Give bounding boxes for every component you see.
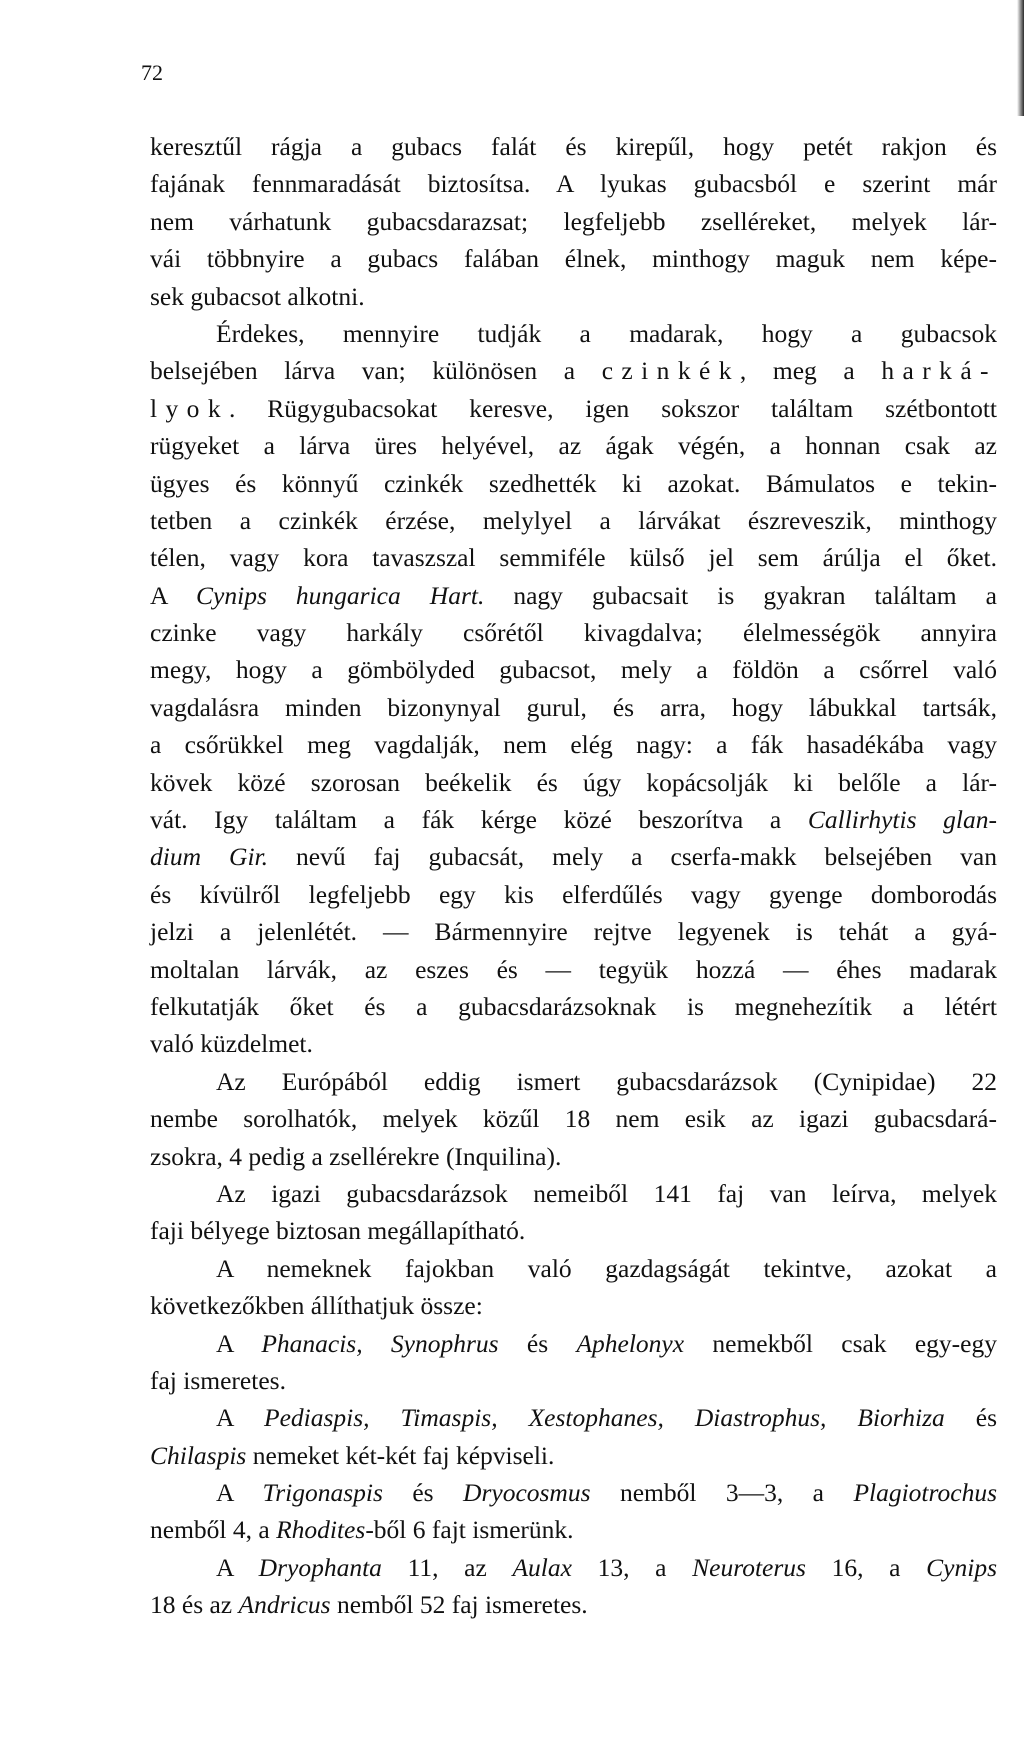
text-segment: Rhodites <box>276 1515 366 1545</box>
page-edge-shadow <box>1017 0 1024 116</box>
text-segment: . Rügygubacsokat keresve, igen sokszor találtam szétbontott <box>229 393 997 423</box>
text-line <box>150 838 997 875</box>
text-segment: nemeket két-két faj képviseli. <box>246 1440 555 1470</box>
text-segment: moltalan lárvák, az eszes és — tegyük hozzá — éhes madarak <box>150 954 997 984</box>
text-line <box>150 651 997 688</box>
text-segment: Pediaspis, Timaspis, Xestophanes, Diastrophus, Biorhiza <box>264 1403 945 1433</box>
text-line <box>150 1511 997 1548</box>
text-segment: nagy gubacsait is gyakran találtam a <box>484 580 997 610</box>
text-segment: Cynips <box>926 1552 997 1582</box>
text-line <box>150 988 997 1025</box>
text-line <box>150 764 997 801</box>
text-segment: Trigonaspis <box>262 1478 383 1508</box>
text-segment: Phanacis, Synophrus <box>261 1328 499 1358</box>
text-segment: Az Európából eddig ismert gubacsdarázsok (Cynipidae) 22 <box>216 1066 997 1096</box>
text-line <box>150 427 997 464</box>
text-segment: 16, a <box>805 1552 927 1582</box>
text-segment: nem várhatunk gubacsdarazsat; legfeljebb zselléreket, melyek lár- <box>150 206 997 236</box>
text-segment: A <box>216 1478 263 1508</box>
text-segment: , meg a <box>739 356 882 386</box>
text-segment: Aphelonyx <box>576 1328 685 1358</box>
text-line <box>150 913 997 950</box>
text-segment: és <box>498 1328 577 1358</box>
text-segment: Érdekes, mennyire tudják a madarak, hogy a gubacsok <box>216 318 997 348</box>
text-segment: Plagiotrochus <box>853 1478 997 1508</box>
text-line <box>150 951 997 988</box>
text-line <box>150 1025 997 1062</box>
text-line <box>150 1063 997 1100</box>
text-segment: nemből 52 faj ismeretes. <box>330 1590 588 1620</box>
text-segment: vái többnyire a gubacs falában élnek, minthogy maguk nem képe- <box>150 244 997 274</box>
text-segment: Dryophanta <box>258 1552 382 1582</box>
text-line <box>150 1138 997 1175</box>
page-number: 72 <box>141 60 163 85</box>
text-segment: Aulax <box>512 1552 572 1582</box>
text-segment: A <box>150 580 197 610</box>
text-segment: belsejében lárva van; különösen a <box>150 356 602 386</box>
text-segment: Neuroterus <box>692 1552 806 1582</box>
text-segment: czinkék <box>601 356 740 386</box>
text-line <box>150 1549 997 1586</box>
text-segment: kövek közé szorosan beékelik és úgy kopácsolják ki belőle a lár- <box>150 767 997 797</box>
text-line <box>150 465 997 502</box>
text-segment: való küzdelmet. <box>150 1029 313 1059</box>
text-segment: nevű faj gubacsát, mely a cserfa-makk belsejében van <box>268 842 997 872</box>
text-segment: és <box>944 1403 997 1433</box>
text-line <box>150 726 997 763</box>
text-segment: zsokra, 4 pedig a zsellérekre (Inquilina). <box>150 1141 562 1171</box>
text-line <box>150 1250 997 1287</box>
text-segment: Andricus <box>238 1590 331 1620</box>
text-line <box>150 1586 997 1623</box>
text-segment: a csőrükkel meg vagdalják, nem elég nagy: a fák hasadékába vagy <box>150 730 997 760</box>
text-line <box>150 801 997 838</box>
text-segment: A <box>216 1552 259 1582</box>
text-segment: ügyes és könnyű czinkék szedhették ki azokat. Bámulatos e tekin- <box>150 468 997 498</box>
text-line <box>150 315 997 352</box>
text-segment: faji bélyege biztosan megállapítható. <box>150 1216 526 1246</box>
text-segment: Cynips hungarica Hart. <box>196 580 485 610</box>
text-line <box>150 1399 997 1436</box>
text-line <box>150 1287 997 1324</box>
text-segment: nemekből csak egy-egy <box>684 1328 997 1358</box>
text-segment: A <box>216 1403 264 1433</box>
text-line <box>150 1100 997 1137</box>
text-segment: nemből 3—3, a <box>590 1478 854 1508</box>
text-segment: Callirhytis glan- <box>807 805 997 835</box>
text-segment: 11, az <box>381 1552 513 1582</box>
text-line <box>150 876 997 913</box>
text-line <box>150 502 997 539</box>
text-segment: 13, a <box>571 1552 693 1582</box>
text-line <box>150 390 997 427</box>
text-line <box>150 1474 997 1511</box>
text-segment: lyok <box>150 393 229 423</box>
text-segment: faj ismeretes. <box>150 1365 286 1395</box>
text-line <box>150 539 997 576</box>
text-line <box>150 689 997 726</box>
text-line <box>150 577 997 614</box>
text-line <box>150 1175 997 1212</box>
text-line <box>150 278 997 315</box>
text-line <box>150 1362 997 1399</box>
text-segment: rügyeket a lárva üres helyével, az ágak végén, a honnan csak az <box>150 431 997 461</box>
text-segment: vagdalásra minden bizonynyal gurul, és arra, hogy lábukkal tartsák, <box>150 692 997 722</box>
text-line <box>150 1212 997 1249</box>
text-segment: A <box>216 1328 262 1358</box>
body-text <box>150 128 997 1624</box>
text-segment: télen, vagy kora tavaszszal semmiféle külső jel sem árúlja el őket. <box>150 543 997 573</box>
text-line <box>150 1437 997 1474</box>
text-line <box>150 614 997 651</box>
text-segment: és kívülről legfeljebb egy kis elferdűlés vagy gyenge domborodás <box>150 879 997 909</box>
text-line <box>150 352 997 389</box>
text-segment: A nemeknek fajokban való gazdagságát tekintve, azokat a <box>216 1253 997 1283</box>
text-segment: keresztűl rágja a gubacs falát és kirepűl, hogy petét rakjon és <box>150 132 997 161</box>
text-segment: vát. Igy találtam a fák kérge közé beszorítva a <box>150 805 808 835</box>
text-line <box>150 203 997 240</box>
text-segment: nemből 4, a <box>150 1515 277 1545</box>
text-line <box>150 128 997 165</box>
text-segment: dium Gir. <box>150 842 268 872</box>
text-segment: megy, hogy a gömbölyded gubacsot, mely a földön a csőrrel való <box>150 655 997 685</box>
text-segment: nembe sorolhatók, melyek közűl 18 nem esik az igazi gubacsdará- <box>150 1104 997 1134</box>
text-segment: 18 és az <box>150 1590 239 1620</box>
text-segment: következőkben állíthatjuk össze: <box>150 1291 483 1321</box>
text-segment: sek gubacsot alkotni. <box>150 281 365 311</box>
text-segment: -ből 6 fajt ismerünk. <box>365 1515 574 1545</box>
text-segment: Chilaspis <box>150 1440 247 1470</box>
text-segment: jelzi a jelenlétét. — Bármennyire rejtve legyenek is tehát a gyá- <box>150 917 997 947</box>
text-line <box>150 240 997 277</box>
text-segment: tetben a czinkék érzése, melylyel a lárvákat észreveszik, minthogy <box>150 505 997 535</box>
text-segment: felkutatják őket és a gubacsdarázsoknak is megnehezítik a létért <box>150 991 997 1021</box>
text-segment: Az igazi gubacsdarázsok nemeiből 141 faj van leírva, melyek <box>216 1178 997 1208</box>
text-segment: fajának fennmaradását biztosítsa. A lyukas gubacsból e szerint már <box>150 169 997 199</box>
text-segment: czinke vagy harkály csőrétől kivagdalva; élelmességök annyira <box>150 618 997 648</box>
text-segment: Dryocosmus <box>463 1478 591 1508</box>
text-line <box>150 1325 997 1362</box>
text-segment: harká- <box>881 356 997 386</box>
text-segment: és <box>382 1478 464 1508</box>
text-line <box>150 165 997 202</box>
